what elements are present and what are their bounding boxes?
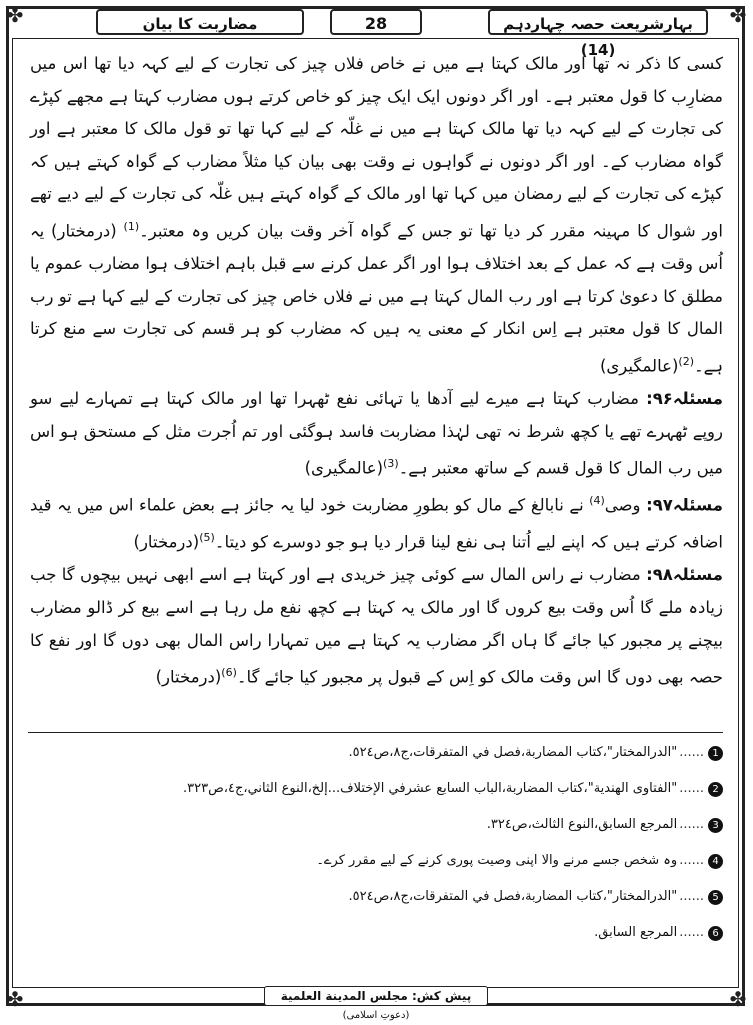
footnotes bbox=[30, 735, 723, 951]
footnote-item: 1 ...... "الدرالمختار"،كتاب المضاربة،فصل في المتفرقات،ج٨،ص٥٢٤. bbox=[30, 735, 723, 771]
masala-label: مسئلہ۹۶: bbox=[646, 388, 723, 408]
footnote-number: 2 bbox=[708, 782, 723, 797]
chapter-title: مضاربت کا بیان bbox=[96, 9, 304, 35]
main-text bbox=[30, 48, 723, 694]
masala-label: مسئلہ۹۷: bbox=[646, 495, 723, 515]
footnote-number: 5 bbox=[708, 890, 723, 905]
masala-98: مسئلہ۹۸: مضارب نے راس المال سے کوئی چیز خریدی ہے اور کہتا ہے اسے ابھی نہیں بیچوں گا جب زیادہ ملے گا اُس وقت بیع کروں گا اور مالک یہ کہتا ہے کچھ نفع مل رہا ہے اسے بیع کر ڈالو مضارب بیچنے پر مجبور کیا جائے گا ہاں اگر مضارب یہ کہتا ہے میں تمہارا راس المال بھی دوں گا اور نفع کا حصہ بھی دوں گا اس وقت مالک کو اِس کے قبول پر مجبور کیا جائے گا۔$^{(6)}$(درمختار) bbox=[30, 565, 723, 687]
footnote-ref[interactable]: (5) bbox=[199, 531, 215, 545]
source-citation: (درمختار) bbox=[133, 532, 200, 552]
publisher-footer: پیش کش: مجلس المدينة العلمية (دعوتِ اسلامی) bbox=[264, 986, 488, 1006]
footnote-number: 3 bbox=[708, 818, 723, 833]
paragraph: کسی کا ذکر نہ تھا اور مالک کہتا ہے میں نے خاص فلاں چیز کی تجارت کے لیے کہہ دیا تھا اس میں مضارِب کا قول معتبر ہے۔ اور اگر دونوں ایک ایک چیز کو خاص کرتے ہوں مضارب کہتا ہے مجھے کپڑے کی تجارت کے لیے کہہ دیا تھا مالک کہتا ہے میں نے غلّہ کے لیے کہا تھا تو قول مالک کا معتبر ہے اور گواہ مضارب کے۔ اور اگر دونوں نے گواہوں نے وقت بھی بیان کیا مثلاً مضارب کے گواہ کہتے ہیں کہ کپڑے کی تجارت کے لیے رمضان میں کہا تھا اور مالک کے گواہ کہتے ہیں غلّہ کی تجارت کے لیے دیے تھے اور شوال کا مہینہ مقرر کر دیا تھا تو جس کے گواہ آخر وقت بیان کریں وہ معتبر۔$^{(1)}$ (درمختار) یہ اُس وقت ہے کہ عمل کے بعد اختلاف ہوا اور اگر عمل کرنے سے قبل باہم اختلاف ہوا مضارب عموم یا مطلق کا دعویٰ کرتا ہے اور رب المال کہتا ہے میں نے فلاں خاص چیز کی تجارت کے لیے کہا ہے تو رب المال کا قول معتبر ہے اِس انکار کے معنی یہ ہیں کہ مضارب کو ہر قسم کی تجارت سے منع کرتا ہے۔$^{(2)}$(عالمگیری) bbox=[30, 54, 723, 376]
footnote-ref[interactable]: (3) bbox=[383, 457, 399, 471]
publisher-name: مجلس المدينة العلمية bbox=[280, 989, 408, 1003]
footnote-number: 4 bbox=[708, 854, 723, 869]
masala-97: مسئلہ۹۷: وصی$^{(4)}$ نے نابالغ کے مال کو بطورِ مضاربت خود لیا یہ جائز ہے بعض علماء اس میں یہ قید اضافہ کرتے ہیں کہ اپنے لیے اُتنا ہی نفع لینا قرار دیا ہو جو دوسرے کو دیتا۔$^{(5)}$(درمختار) bbox=[30, 494, 723, 552]
ornament-corner-icon: ✤ bbox=[6, 987, 24, 1011]
footnote-ref[interactable]: (6) bbox=[221, 666, 237, 680]
masala-label: مسئلہ۹۸: bbox=[646, 565, 723, 585]
footnote-item: 5 ...... "الدرالمختار"،كتاب المضاربة،فصل في المتفرقات،ج٨،ص٥٢٤. bbox=[30, 879, 723, 915]
source-citation: (درمختار) bbox=[155, 667, 222, 687]
footnote-number: 1 bbox=[708, 746, 723, 761]
footnote-item: 6 ...... المرجع السابق. bbox=[30, 915, 723, 951]
footnote-item: 4 ...... وہ شخص جسے مرنے والا اپنی وصیت پوری کرنے کے لیے مقرر کرے۔ bbox=[30, 843, 723, 879]
ornament-corner-icon: ✤ bbox=[6, 3, 24, 27]
book-title: بہارِشریعت حصہ چہاردہم (14) bbox=[488, 9, 708, 35]
footnote-item: 2 ...... "الفتاوى الهندية"،كتاب المضاربة،الباب السابع عشرفي الإختلاف...إلخ،النوع الثاني،ج٤،ص٣٢٣. bbox=[30, 771, 723, 807]
source-citation: (عالمگیری) bbox=[599, 356, 679, 376]
footnote-number: 6 bbox=[708, 926, 723, 941]
footnote-ref[interactable]: (4) bbox=[589, 494, 605, 508]
ornament-corner-icon: ✤ bbox=[729, 987, 747, 1011]
ornament-corner-icon: ✤ bbox=[729, 3, 747, 27]
masala-96: مسئلہ۹۶: مضارب کہتا ہے میرے لیے آدھا یا تہائی نفع ٹھہرا تھا اور مالک کہتا ہے تمہارے لیے سو روپے ٹھہرے تھے یا کچھ شرط نہ تھی لہٰذا مضاربت فاسد ہوگئی اور تم اُجرت مثل کے مستحق ہو اس میں رب المال کا قول قسم کے ساتھ معتبر ہے۔$^{(3)}$(عالمگیری) bbox=[30, 388, 723, 478]
footnote-ref[interactable]: (2) bbox=[678, 354, 694, 368]
page-number: 28 bbox=[330, 9, 422, 35]
footnote-divider bbox=[28, 732, 723, 733]
footnote-item: 3 ...... المرجع السابق،النوع الثالث،ص٣٢٤. bbox=[30, 807, 723, 843]
source-citation: (عالمگیری) bbox=[304, 458, 384, 478]
footnote-ref[interactable]: (1) bbox=[123, 219, 140, 233]
